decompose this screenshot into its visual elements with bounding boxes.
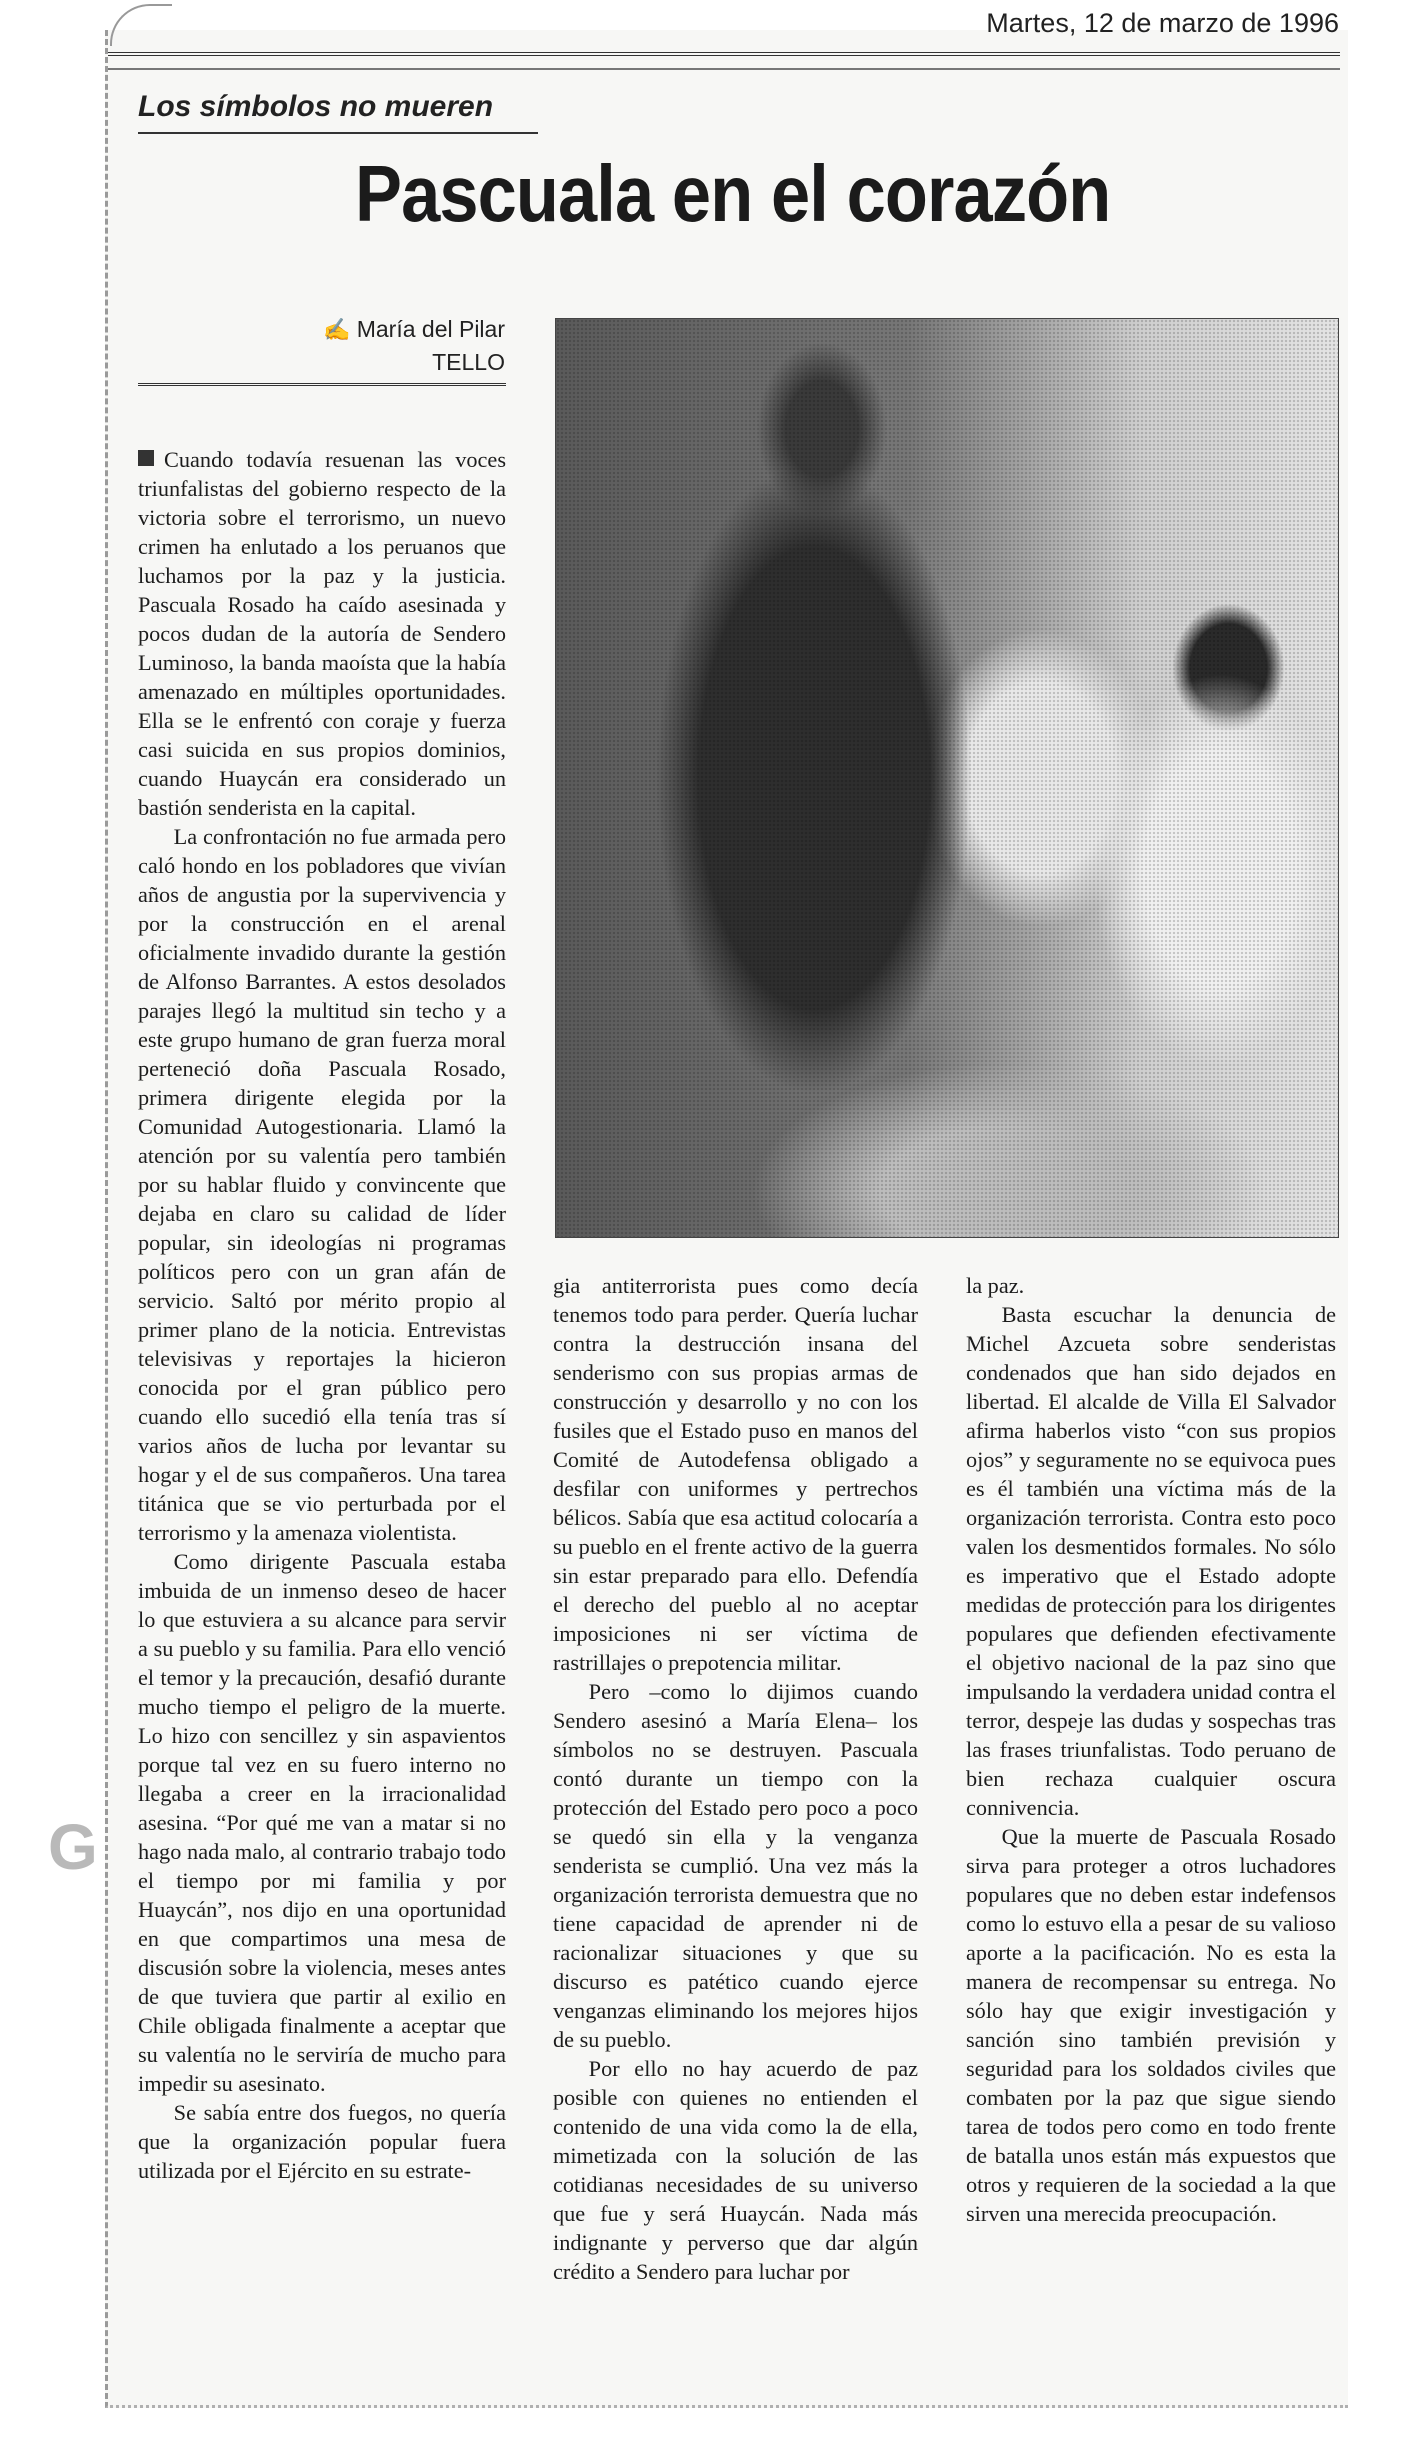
- issue-date: Martes, 12 de marzo de 1996: [986, 8, 1339, 38]
- column-1: [138, 445, 506, 2185]
- paragraph: Cuando todavía resuenan las voces triunfalistas del gobierno respecto de la victoria sobre el terrorismo, un nuevo crimen ha enlutado a los peruanos que luchamos por la paz y la justicia. Pascuala Rosado ha caído asesinada y pocos dudan de la autoría de Sendero Luminoso, la banda maoísta que la había amenazado en múltiples oportunidades. Ella se le enfrentó con coraje y fuerza casi suicida en sus propios dominios, cuando Huaycán era considerado un bastión senderista en la capital.: [138, 447, 506, 820]
- margin-g-mark: G: [48, 1811, 98, 1883]
- paragraph: Basta escuchar la denuncia de Michel Azcueta sobre senderistas condenados que han sido dejados en libertad. El alcalde de Villa El Salvador afirma haberlos visto “con sus propios ojos” y seguramente no se equivoca pues es él también una víctima más de la organización terrorista. Contra esto poco valen los desmentidos formales. No sólo es imperativo que el Estado adopte medidas de protección para los dirigentes populares que defienden efectivamente el objetivo nacional de la paz sino que impulsando la verdadera unidad contra el terror, despeje las dudas y sospechas tras las frases triunfalistas. Todo peruano de bien rechaza cualquier oscura connivencia.: [966, 1302, 1336, 1820]
- byline-rule: [138, 383, 506, 386]
- pen-writing-icon: ✍: [323, 317, 351, 342]
- byline: [290, 313, 505, 378]
- article-photo: [555, 318, 1339, 1238]
- paragraph: Pero –como lo dijimos cuando Sendero asesinó a María Elena– los símbolos no se destruyen. Pascuala contó durante un tiempo con la protección del Estado pero poco a poco se quedó sin ella y la venganza senderista se cumplió. Una vez más la organización terrorista demuestra que no tiene capacidad de aprender ni de racionalizar situaciones y que su discurso es patético cuando ejerce venganzas eliminando los mejores hijos de su pueblo.: [553, 1679, 918, 2052]
- author-name: María del Pilar: [356, 316, 505, 342]
- column-2: [553, 1271, 918, 2286]
- paragraph: Se sabía entre dos fuegos, no quería que la organización popular fuera utilizada por el Ejército en su estrate-: [138, 2100, 506, 2183]
- paragraph: La confrontación no fue armada pero caló hondo en los pobladores que vivían años de angustia por la supervivencia y por la construcción en el arenal oficialmente invadido durante la gestión de Alfonso Barrantes. A estos desolados parajes llegó la multitud sin techo y a este grupo humano de gran fuerza moral perteneció doña Pascuala Rosado, primera dirigente elegida por la Comunidad Autogestionaria. Llamó la atención por su valentía pero también por su hablar fluido y convincente que dejaba en claro su calidad de líder popular, sin ideologías ni programas políticos pero con un gran afán de servicio. Saltó por mérito propio al primer plano de la noticia. Entrevistas televisivas y reportajes la hicieron conocida por el gran público pero cuando ello sucedió ella tenía tras sí varios años de lucha por levantar su hogar y el de sus compañeros. Una tarea titánica que se vio perturbada por el terrorismo y la amenaza violentista.: [138, 824, 506, 1545]
- section-kicker: Los símbolos no mueren: [138, 90, 494, 123]
- page-curl-mark: [110, 4, 172, 46]
- paragraph: la paz.: [966, 1273, 1025, 1298]
- square-bullet-icon: [138, 450, 154, 466]
- paragraph: Por ello no hay acuerdo de paz posible con quienes no entienden el contenido de una vida como la de ella, mimetizada con la solución de las cotidianas necesidades de su universo que fue y será Huaycán. Nada más indignante y perverso que dar algún crédito a Sendero para luchar por: [553, 2056, 918, 2284]
- header-rule: [108, 52, 1340, 70]
- author-surname: TELLO: [432, 349, 505, 375]
- kicker-underline: [138, 132, 538, 134]
- headline: Pascuala en el corazón: [355, 149, 1111, 238]
- column-3: [966, 1271, 1336, 2228]
- paragraph: gia antiterrorista pues como decía tenemos todo para perder. Quería luchar contra la destrucción insana del senderismo con sus propias armas de construcción y desarrollo y no con los fusiles que el Estado puso en manos del Comité de Autodefensa obligado a desfilar con uniformes y pertrechos bélicos. Sabía que esa actitud colocaría a su pueblo en el frente activo de la guerra sin estar preparado para ello. Defendía el derecho del pueblo al no aceptar imposiciones ni ser víctima de rastrillajes o prepotencia militar.: [553, 1273, 918, 1675]
- paragraph: Como dirigente Pascuala estaba imbuida de un inmenso deseo de hacer lo que estuviera a su alcance para servir a su pueblo y su familia. Para ello venció el temor y la precaución, desafió durante mucho tiempo el peligro de la muerte. Lo hizo con sencillez y sin aspavientos porque tal vez en su fuero interno no llegaba a creer en la irracionalidad asesina. “Por qué me van a matar si no hago nada malo, al contrario trabajo todo el tiempo por mi familia y por Huaycán”, nos dijo en una oportunidad en que compartimos una mesa de discusión sobre la violencia, meses antes de que tuviera que partir al exilio en Chile obligada finalmente a aceptar que su valentía no le serviría de mucho para impedir su asesinato.: [138, 1549, 506, 2096]
- paragraph: Que la muerte de Pascuala Rosado sirva para proteger a otros luchadores populares que no deben estar indefensos como lo estuvo ella a pesar de su valioso aporte a la pacificación. No es esta la manera de recompensar su entrega. No sólo hay que exigir investigación y sanción sino también previsión y seguridad para los soldados civiles que combaten por la paz que sigue siendo tarea de todos pero como en todo frente de batalla unos están más expuestos que otros y requieren de la sociedad a la que sirven una merecida preocupación.: [966, 1824, 1336, 2226]
